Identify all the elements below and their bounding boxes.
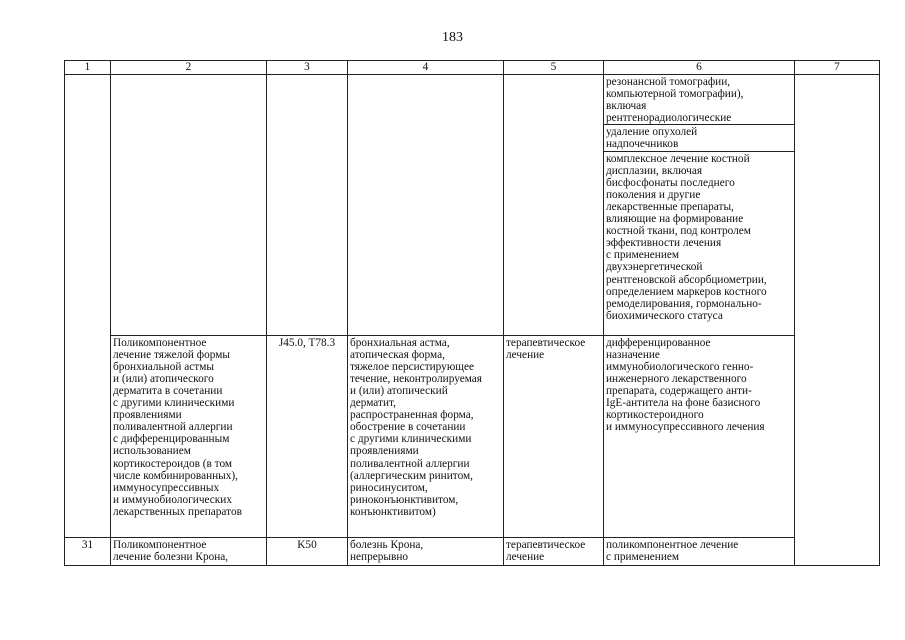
asthma-row [65, 335, 880, 537]
icd-code-cell: J45.0, T78.3 [267, 335, 348, 537]
col-header-4: 4 [348, 61, 504, 75]
treatment-method-cell: удаление опухолей надпочечников [604, 125, 795, 151]
treatment-method-cell: комплексное лечение костной дисплазии, включая бисфосфонаты последнего поколения и другие лекарственные препараты, влияющие на формирование костной ткани, под контролем эффективности лечения с применением двухэнергетической рентгеновской абсорбциометрии, определением маркеров костного ремоделирования, гормонально- биохимического статуса [604, 151, 795, 335]
treatment-method-cell: резонансной томографии, компьютерной томографии), включая рентгенорадиологические [604, 75, 795, 125]
cell-empty [504, 75, 604, 336]
continuation-row [65, 75, 880, 125]
col-header-6: 6 [604, 61, 795, 75]
medical-care-table [64, 60, 880, 566]
table-row-31 [65, 537, 880, 565]
page-number: 183 [442, 30, 463, 45]
icd-code-cell: K50 [267, 537, 348, 565]
row-number-cell: 31 [65, 537, 111, 565]
diagnosis-cell: бронхиальная астма, атопическая форма, тяжелое персистирующее течение, неконтролируемая и (или) атопический дерматит, распространенная форма, обострение в сочетании с другими клиническими проявлениями поливалентной аллергии (аллергическим ринитом, риносинуситом, риноконъюнктивитом, конъюнктивитом) [348, 335, 504, 537]
col-header-1: 1 [65, 61, 111, 75]
model-name-cell: Поликомпонентное лечение тяжелой формы бронхиальной астмы и (или) атопического дерматита в сочетании с другими клиническими проявлениями поливалентной аллергии с дифференцированным использованием кортикостероидов (в том числе комбинированных), иммуносупрессивных и иммунобиологических лекарственных препаратов [111, 335, 267, 537]
diagnosis-cell: болезнь Крона, непрерывно [348, 537, 504, 565]
treatment-type-cell: терапевтическое лечение [504, 335, 604, 537]
treatment-method-cell: поликомпонентное лечение с применением [604, 537, 795, 565]
col-header-7: 7 [795, 61, 880, 75]
cell-empty [348, 75, 504, 336]
treatment-method-cell: дифференцированное назначение иммунобиологического генно- инженерного лекарственного препарата, содержащего анти- IgE-антитела на фоне базисного кортикостероидного и иммуносупрессивного лечения [604, 335, 795, 537]
cell-number-empty [65, 75, 111, 538]
column-number-row [65, 61, 880, 75]
cell-cost-empty [795, 75, 880, 566]
cell-empty [111, 75, 267, 336]
col-header-2: 2 [111, 61, 267, 75]
model-name-cell: Поликомпонентное лечение болезни Крона, [111, 537, 267, 565]
treatment-type-cell: терапевтическое лечение [504, 537, 604, 565]
col-header-3: 3 [267, 61, 348, 75]
col-header-5: 5 [504, 61, 604, 75]
cell-empty [267, 75, 348, 336]
